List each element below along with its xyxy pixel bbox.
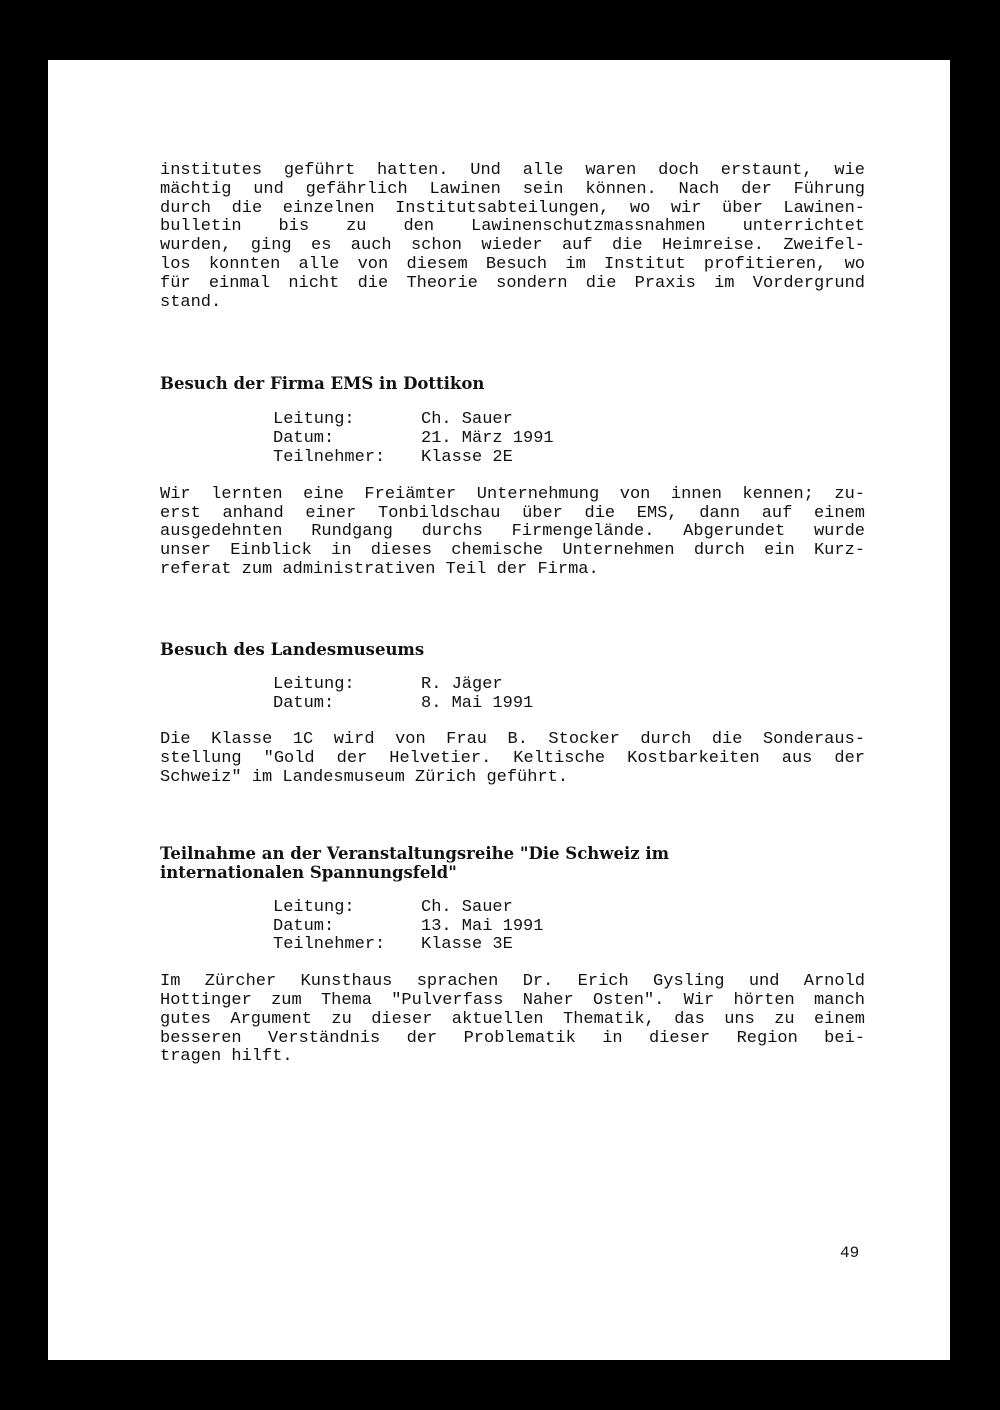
text-line: institutes geführt hatten. Und alle waren doch erstaunt, wie xyxy=(160,161,865,180)
intro-paragraph xyxy=(160,162,865,312)
text-line: los konnten alle von diesem Besuch im Institut profitieren, wo xyxy=(160,254,865,274)
text-line: Hottinger zum Thema "Pulverfass Naher Osten". Wir hörten manch xyxy=(160,990,865,1010)
meta-row xyxy=(273,899,865,918)
meta-row xyxy=(273,411,865,430)
body-paragraph-ems xyxy=(160,486,865,580)
meta-block-landesmuseum xyxy=(273,676,865,714)
meta-row xyxy=(273,918,865,937)
meta-value: 13. Mai 1991 xyxy=(421,916,544,936)
meta-row xyxy=(273,430,865,449)
meta-value: Klasse 2E xyxy=(421,447,513,467)
text-line: erst anhand einer Tonbildschau über die EMS, dann auf einem xyxy=(160,503,865,523)
meta-value: Ch. Sauer xyxy=(421,410,513,430)
text-line: für einmal nicht die Theorie sondern die Praxis im Vordergrund xyxy=(160,273,865,293)
section-heading-ems: Besuch der Firma EMS in Dottikon xyxy=(160,374,485,394)
text-line: Die Klasse 1C wird von Frau B. Stocker durch die Sonderaus- xyxy=(160,730,865,750)
meta-key: Teilnehmer: xyxy=(273,935,386,955)
text-line: gutes Argument zu dieser aktuellen Thematik, das uns zu einem xyxy=(160,1009,865,1029)
meta-key: Leitung: xyxy=(273,410,355,430)
meta-value: R. Jäger xyxy=(421,674,503,694)
meta-value: 8. Mai 1991 xyxy=(421,693,534,713)
text-line: referat zum administrativen Teil der Firma. xyxy=(160,559,599,579)
text-line: mächtig und gefährlich Lawinen sein können. Nach der Führung xyxy=(160,179,865,199)
body-paragraph-landesmuseum xyxy=(160,731,865,787)
meta-key: Datum: xyxy=(273,693,335,713)
meta-block-veranstaltung xyxy=(273,899,865,955)
text-line: Schweiz" im Landesmuseum Zürich geführt. xyxy=(160,767,569,787)
meta-key: Leitung: xyxy=(273,897,355,917)
meta-row xyxy=(273,449,865,468)
meta-value: Klasse 3E xyxy=(421,935,513,955)
body-paragraph-veranstaltung xyxy=(160,973,865,1067)
text-line: stand. xyxy=(160,292,222,312)
meta-row xyxy=(273,676,865,695)
text-line: besseren Verständnis der Problematik in dieser Region bei- xyxy=(160,1028,865,1048)
meta-key: Datum: xyxy=(273,916,335,936)
meta-row xyxy=(273,936,865,955)
section-heading-veranstaltung: Teilnahme an der Veranstaltungsreihe "Die Schweiz im internationalen Spannungsfeld" xyxy=(160,843,670,882)
text-line: durch die einzelnen Institutsabteilungen, wo wir über Lawinen- xyxy=(160,198,865,218)
section-heading-landesmuseum: Besuch des Landesmuseums xyxy=(160,639,425,659)
text-line: stellung "Gold der Helvetier. Keltische Kostbarkeiten aus der xyxy=(160,749,865,769)
meta-value: 21. März 1991 xyxy=(421,429,554,449)
meta-key: Datum: xyxy=(273,429,335,449)
text-line: Wir lernten eine Freiämter Unternehmung von innen kennen; zu- xyxy=(160,484,865,504)
meta-value: Ch. Sauer xyxy=(421,897,513,917)
text-line: ausgedehnten Rundgang durchs Firmengelände. Abgerundet wurde xyxy=(160,522,865,542)
text-line: tragen hilft. xyxy=(160,1047,293,1067)
page-number: 49 xyxy=(840,1244,860,1262)
text-line: bulletin bis zu den Lawinenschutzmassnahmen unterrichtet xyxy=(160,217,865,237)
text-line: wurden, ging es auch schon wieder auf die Heimreise. Zweifel- xyxy=(160,236,865,256)
document-page xyxy=(48,60,950,1360)
page-content xyxy=(160,162,865,1067)
text-line: unser Einblick in dieses chemische Unternehmen durch ein Kurz- xyxy=(160,541,865,561)
meta-block-ems xyxy=(273,411,865,467)
text-line: Im Zürcher Kunsthaus sprachen Dr. Erich Gysling und Arnold xyxy=(160,972,865,992)
meta-key: Teilnehmer: xyxy=(273,447,386,467)
meta-row xyxy=(273,695,865,714)
meta-key: Leitung: xyxy=(273,674,355,694)
